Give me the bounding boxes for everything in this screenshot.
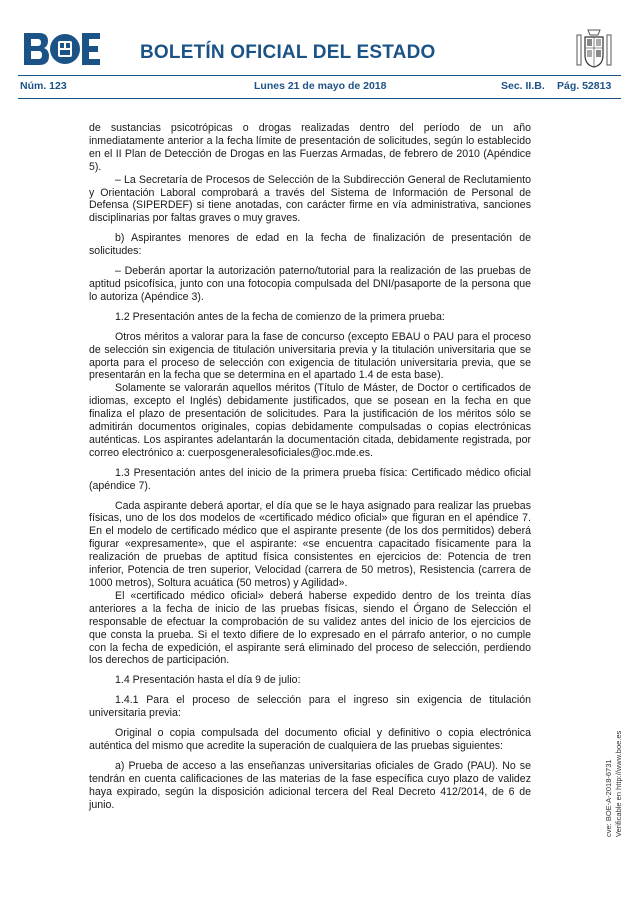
verify-url: Verificable en http://www.boe.es bbox=[614, 730, 623, 837]
paragraph: Otros méritos a valorar para la fase de concurso (excepto EBAU o PAU para el proceso de selección sin exigencia de titulación universitaria previa y la titulación universitaria que se aporta para el proceso de selección con exigencia de titulación universitaria previa, que se presentarán en la fecha que se determina en el apartado 1.4 de esta base). bbox=[89, 330, 531, 382]
paragraph: de sustancias psicotrópicas o drogas realizadas dentro del período de un año inmediatamente anterior a la fecha límite de presentación de solicitudes, según lo establecido en el II Plan de Detección de Drogas en las Fuerzas Armadas, de febrero de 2010 (Apéndice 5). bbox=[89, 122, 531, 173]
paragraph: b) Aspirantes menores de edad en la fecha de finalización de presentación de solicitudes: bbox=[89, 232, 531, 258]
paragraph: Original o copia compulsada del documento oficial y definitivo o copia electrónica auténtica del mismo que acredite la superación de cualquiera de las pruebas siguientes: bbox=[89, 727, 531, 752]
section-heading: 1.2 Presentación antes de la fecha de comienzo de la primera prueba: bbox=[115, 310, 445, 323]
section-heading: 1.4 Presentación hasta el día 9 de julio: bbox=[115, 674, 301, 687]
paragraph: Cada aspirante deberá aportar, el día que se le haya asignado para realizar las pruebas físicas, uno de los dos modelos de «certificado médico oficial» que figuran en el apéndice 7. En el modelo de certificado médico que el aspirante presente (de los dos permitidos) deberá figurar «expresamente», que el aspirante: «se encuentra capacitado físicamente para la realización de pruebas de aptitud física consistentes en ejercicios de: Potencia de tren inferior, Potencia de tren superior, Velocidad (carrera de 50 metros), Resistencia (carrera de 1000 metros), Soltura acuática (50 metros) y Agilidad». bbox=[89, 499, 531, 589]
subsection-heading: 1.4.1 Para el proceso de selección para el ingreso sin exigencia de titulación universitaria previa: bbox=[89, 694, 531, 720]
cve-code: cve: BOE-A-2018-6731 bbox=[604, 759, 613, 837]
paragraph: Solamente se valorarán aquellos méritos (Título de Máster, de Doctor o certificados de idiomas, excepto el Inglés) debidamente justificados, que se posean en la fecha en que finaliza el plazo de presentación de solicitudes. Para la justificación de los méritos sólo se admitirán documentos originales, copias debidamente compulsadas o copias electrónicas auténticas. Los aspirantes adelantarán la documentación citada, debidamente registrada, por correo electrónico a: cuerposgeneralesoficiales@oc.mde.es. bbox=[89, 382, 531, 459]
paragraph: a) Prueba de acceso a las enseñanzas universitarias oficiales de Grado (PAU). No se tendrán en cuenta calificaciones de las materias de la fase específica cuyo plazo de validez haya expirado, según la disposición adicional tercera del Real Decreto 412/2014, de 6 de junio. bbox=[89, 759, 531, 811]
paragraph: – La Secretaría de Procesos de Selección de la Subdirección General de Reclutamiento y Orientación Laboral comprobará a través del Sistema de Información de Personal de Defensa (SIPERDEF) si tiene anotadas, con carácter firme en vía administrativa, sanciones disciplinarias por faltas graves o muy graves. bbox=[89, 173, 531, 225]
gazette-title: BOLETÍN OFICIAL DEL ESTADO bbox=[140, 42, 436, 63]
issue-date: Lunes 21 de mayo de 2018 bbox=[254, 80, 387, 92]
paragraph: El «certificado médico oficial» deberá haberse expedido dentro de los treinta días anteriores a la fecha de inicio de las pruebas físicas, siendo el Órgano de Selección el responsable de efectuar la comprobación de su validez antes del inicio de los ejercicios de que consta la prueba. Si el texto difiere de lo expresado en el párrafo anterior, o no cumple con la fecha de expedición, el aspirante será eliminado del proceso de selección, perdiendo los derechos de participación. bbox=[89, 589, 531, 667]
verification-note bbox=[604, 731, 624, 837]
boe-logo bbox=[24, 33, 100, 65]
issue-number: Núm. 123 bbox=[20, 80, 67, 92]
page-number: Pág. 52813 bbox=[557, 80, 612, 92]
header-rule-bottom bbox=[18, 98, 621, 99]
document-body bbox=[89, 122, 531, 819]
section-heading: 1.3 Presentación antes del inicio de la primera prueba física: Certificado médico oficial (apéndice 7). bbox=[89, 466, 531, 492]
paragraph: – Deberán aportar la autorización paterno/tutorial para la realización de las pruebas de aptitud psicofísica, junto con una fotocopia compulsada del DNI/pasaporte de la persona que lo autoriza (Apéndice 3). bbox=[89, 265, 531, 303]
spain-coat-of-arms-icon bbox=[574, 27, 614, 71]
header-rule-top bbox=[18, 75, 621, 76]
section-label: Sec. II.B. bbox=[501, 80, 545, 92]
